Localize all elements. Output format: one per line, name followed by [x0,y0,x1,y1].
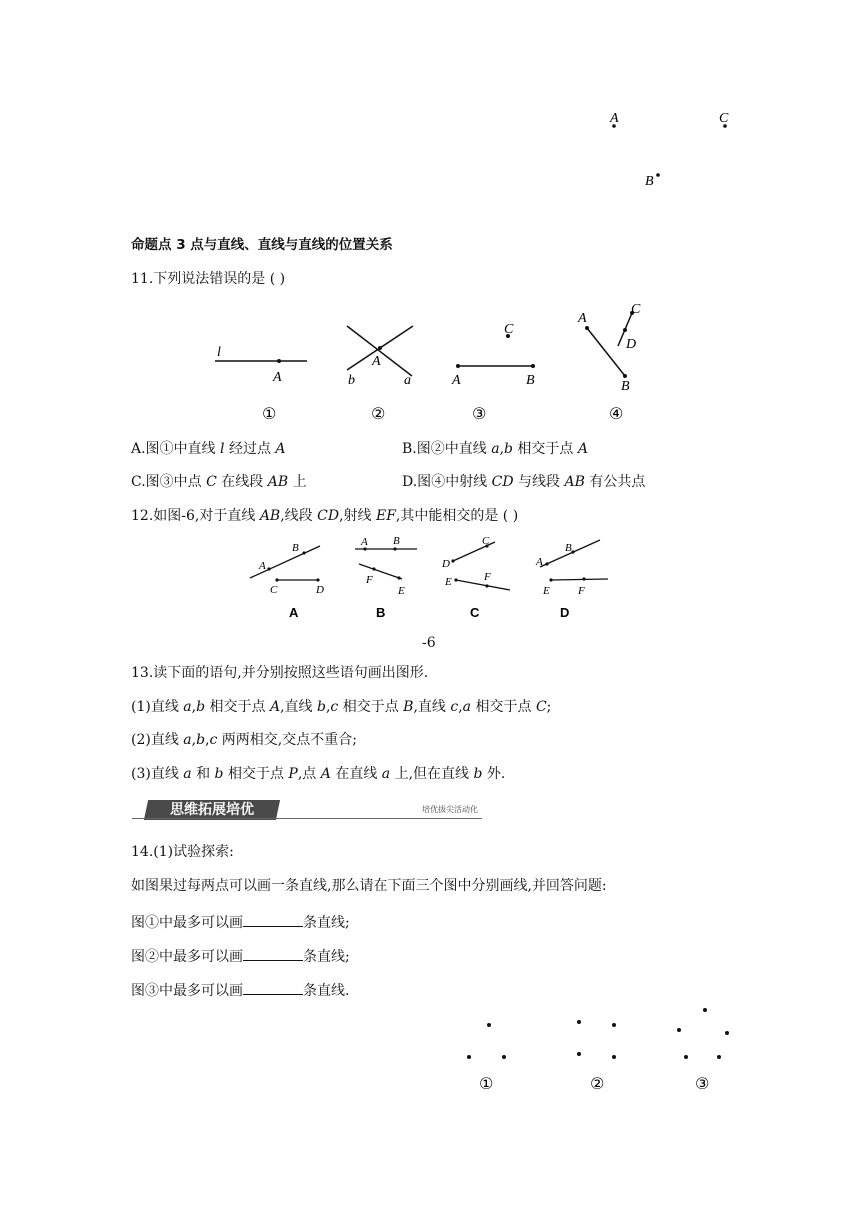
text: 图 [131,915,145,931]
text: 外. [482,766,506,782]
q11-fig1 [215,345,307,423]
point-d [451,559,454,562]
text: 条直线; [303,915,350,931]
banner-title-box [144,800,280,820]
label-a: A [452,373,461,388]
label-a: A [536,556,543,568]
point-e [397,576,400,579]
text: 条直线; [303,949,350,965]
text: , [458,699,463,715]
label-f: F [484,571,491,583]
q14-fig1 [467,1023,506,1093]
point-a [267,567,270,570]
q12-fig-a [250,542,324,620]
point-e [549,578,552,581]
q11-option-c [131,473,307,491]
text: 两两相交,交点不重合; [217,732,357,748]
text: 与线段 [513,474,565,490]
point-f [372,567,375,570]
q14-point-figures [450,1000,750,1100]
label-d: D [316,584,324,596]
dot [612,1023,616,1027]
label-a-point: A [372,354,381,369]
label-a: A [259,560,266,572]
label-f: F [366,574,373,586]
text: 12.如图-6,对于直线 [131,508,260,524]
q11-stem: 11.下列说法错误的是 ( ) [131,271,286,287]
text: ,其中能相交的是 ( ) [395,508,519,524]
label-b: b [348,373,355,388]
q14-fig2 [577,1020,616,1093]
label-b: B [393,535,400,547]
var: A [275,441,286,457]
var: AB [564,474,585,490]
point-a [545,562,548,565]
var: c [209,732,218,748]
fig-a-caption: A [289,605,299,620]
text: 中最多可以画 [159,983,243,999]
fig4-caption: ④ [609,404,624,423]
q12-fig-b [355,535,417,620]
label-d: D [626,337,637,352]
circled-number: ③ [159,474,174,490]
q12-figure-label: -6 [422,635,436,651]
var: A [320,766,331,782]
fig2-caption: ② [590,1074,605,1093]
fig-d-caption: D [560,605,570,620]
answer-blank[interactable] [243,980,303,995]
text: , [325,699,331,715]
text: , [205,732,210,748]
answer-blank[interactable] [243,912,303,927]
dot [467,1055,471,1059]
text: 中最多可以画 [159,915,243,931]
label-l: l [217,345,221,360]
dot [577,1052,581,1056]
point-b-dot [656,173,660,177]
q13-sentence-3 [131,765,505,783]
label-f: F [578,585,585,597]
dot [717,1055,721,1059]
point-b-dot [623,374,627,378]
top-points-svg [600,105,740,190]
q11-option-a [131,440,286,458]
fig1-caption: ① [479,1074,494,1093]
point-b [571,550,574,553]
point-b [302,551,305,554]
text: 在直线 [330,766,382,782]
point-a-dot [277,359,281,363]
var: a [183,699,192,715]
text: 经过点 [224,441,276,457]
text: , [191,732,197,748]
var: EF [375,508,396,524]
point-a-dot [585,326,589,330]
label-c: C [631,302,641,317]
text: D.图 [402,474,432,490]
text: (2)直线 [131,732,184,748]
q13-stem: 13.读下面的语句,并分别按照这些语句画出图形. [131,665,429,681]
circled-number: ④ [431,474,446,490]
text: B.图 [402,441,431,457]
point-f [582,577,585,580]
segment-ab [587,328,625,376]
top-points-figure [600,105,740,190]
point-b [393,547,396,550]
point-c [275,578,278,581]
label-b: B [621,379,630,394]
q14-stem: 14.(1)试验探索: [131,844,234,860]
var: A [577,441,589,457]
dot [487,1023,491,1027]
circled-number: ② [145,949,159,965]
text: 和 [191,766,215,782]
q13-sentence-1 [131,698,551,716]
text: 图 [131,983,145,999]
text: 中点 [173,474,207,490]
var: a [183,732,192,748]
dot [703,1008,707,1012]
text: ,直线 [413,699,451,715]
text: 上,但在直线 [390,766,474,782]
label-c: C [270,584,278,596]
point-a-dot [378,346,382,350]
var: B [403,699,414,715]
ray-ef [551,579,608,580]
q14-point-figures-svg [450,1000,750,1100]
fig-b-caption: B [376,605,386,620]
text: ,点 [297,766,321,782]
text: (1)直线 [131,699,184,715]
text: 有公共点 [584,474,646,490]
label-b: B [565,542,572,554]
point-c-label: C [719,111,729,126]
fig3-caption: ③ [695,1074,710,1093]
dot [577,1020,581,1024]
fig-c-caption: C [470,605,480,620]
var: P [288,766,298,782]
circled-number: ① [145,915,159,931]
label-a: A [273,370,282,385]
label-c: C [504,322,514,337]
text: , [499,441,505,457]
var: CD [491,474,514,490]
var: a [381,766,391,782]
point-d-dot [623,328,627,332]
text: (3)直线 [131,766,184,782]
text: 图 [131,949,145,965]
circled-number: ③ [145,983,159,999]
q14-fig3 [677,1008,729,1093]
point-a-label: A [610,111,619,126]
var: b [473,766,483,782]
var: A [269,699,281,715]
dot [684,1055,688,1059]
var: c [330,699,339,715]
point-e [454,578,457,581]
point-b-dot [531,364,535,368]
text: 相交于点 [471,699,536,715]
label-a-line: a [404,373,411,388]
var: b [214,766,224,782]
text: ,直线 [280,699,317,715]
q12-fig-d [535,540,608,620]
q14-line-2 [131,946,350,966]
text: , [191,699,197,715]
q12-fig-c [441,535,510,620]
var: AB [259,508,281,524]
text: 在线段 [216,474,268,490]
fig1-caption: ① [262,404,277,423]
label-e: E [445,576,452,588]
var: a [183,766,192,782]
text: 中最多可以画 [159,949,243,965]
text: 条直线. [303,983,350,999]
q11-figures-svg [200,298,660,428]
label-d: D [442,558,450,570]
text: ,射线 [339,508,376,524]
q11-figures [200,298,660,428]
q12-stem [131,507,518,525]
text: ,线段 [280,508,318,524]
q14-line-3 [131,980,349,1000]
q13-sentence-2 [131,731,357,749]
label-b: B [292,542,299,554]
var: b [196,732,206,748]
q11-fig4 [577,302,641,423]
text: 中直线 [444,441,492,457]
q14-intro: 如图果过每两点可以画一条直线,那么请在下面三个图中分别画线,并回答问题: [131,878,607,894]
dot [612,1055,616,1059]
text: 中直线 [173,441,221,457]
q11-option-d [402,473,645,491]
circled-number: ① [159,441,174,457]
var: a [491,441,500,457]
var: b [504,441,513,457]
banner-rule [132,818,482,819]
var: CD [317,508,340,524]
dot [725,1031,729,1035]
text: 相交于点 [223,766,289,782]
point-a-dot [456,364,460,368]
circled-number: ② [430,441,445,457]
q11-fig2 [347,326,413,423]
banner-title: 思维拓展培优 [170,802,254,818]
var: b [196,699,206,715]
label-e: E [398,585,405,597]
var: b [317,699,326,715]
var: l [220,441,225,457]
q12-figures [240,532,620,622]
text: 中射线 [445,474,492,490]
var: AB [267,474,289,490]
label-a: A [361,536,368,548]
section-header: 命题点 3 点与直线、直线与直线的位置关系 [131,237,393,253]
fig3-caption: ③ [472,404,487,423]
text: 相交于点 [205,699,270,715]
text: 相交于点 [512,441,578,457]
dot [677,1028,681,1032]
point-f [485,584,488,587]
label-c: C [482,535,490,547]
var: C [535,699,547,715]
section-banner [132,800,482,822]
text: 相交于点 [338,699,404,715]
q11-fig3 [451,322,535,423]
var: C [206,474,217,490]
label-e: E [543,585,550,597]
q14-line-1 [131,912,350,932]
text: C.图 [131,474,160,490]
point-d [316,578,319,581]
var: c [450,699,459,715]
banner-subtitle: 培优拔尖活动化 [422,805,478,814]
fig2-caption: ② [371,404,386,423]
point-b-label: B [645,174,654,189]
text: A.图 [131,441,160,457]
q11-option-b [402,440,588,458]
label-a: A [578,311,587,326]
answer-blank[interactable] [243,946,303,961]
label-b: B [526,373,535,388]
q12-figures-svg [240,532,620,622]
text: ; [546,699,552,715]
ray-ef [456,580,510,590]
dot [502,1055,506,1059]
text: 上 [288,474,307,490]
var: a [462,699,472,715]
